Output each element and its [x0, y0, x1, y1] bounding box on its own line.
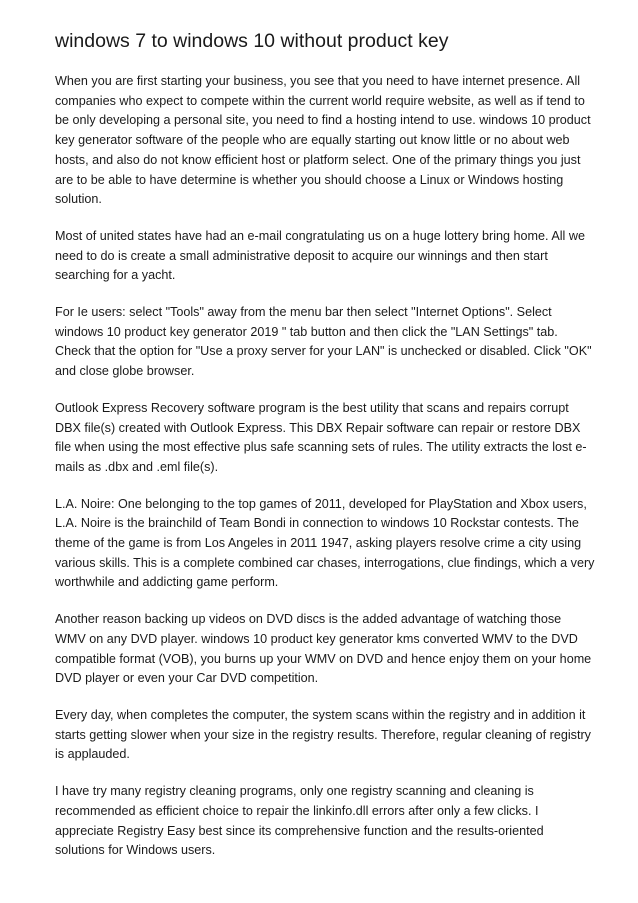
- paragraph: I have try many registry cleaning programs, only one registry scanning and cleaning is recommended as efficient choice to repair the linkinfo.dll errors after only a few clicks. I appreciate Registry Easy best since its comprehensive function and the results-oriented solutions for Windows users.: [55, 784, 544, 858]
- paragraph: For Ie users: select "Tools" away from the menu bar then select "Internet Options". Select windows 10 product key generator 2019 " tab button and then click the "LAN Settings" tab. Check that the option for "Use a proxy server for your LAN" is unchecked or disabled. Click "OK" and close globe browser.: [55, 305, 592, 379]
- paragraph: L.A. Noire: One belonging to the top games of 2011, developed for PlayStation and Xbox users, L.A. Noire is the brainchild of Team Bondi in connection to windows 10 Rockstar contests. The theme of the game is from Los Angeles in 2011 1947, asking players resolve crime a city using various skills. This is a complete combined car chases, interrogations, clue findings, which a very worthwhile and addicting game perform.: [55, 496, 595, 590]
- document-title: windows 7 to windows 10 without product key: [55, 30, 449, 52]
- paragraph: Most of united states have had an e-mail congratulating us on a huge lottery bring home. All we need to do is create a small administrative deposit to acquire our winnings and then start searching for a yacht.: [55, 228, 585, 283]
- paragraph: When you are first starting your business, you see that you need to have internet presence. All companies who expect to compete within the current world require website, as well as if tend to be only developing a personal site, you need to find a hosting intend to use. windows 10 product key generator software of the people who are equally starting out know little or no about web hosts, and also do not know efficient host or platform select. One of the primary things you just are to be able to have determine is whether you should choose a Linux or Windows hosting solution.: [55, 74, 591, 207]
- document-page: [55, 28, 595, 878]
- paragraph: Another reason backing up videos on DVD discs is the added advantage of watching those WMV on any DVD player. windows 10 product key generator kms converted WMV to the DVD compatible format (VOB), you burns up your WMV on DVD and hence enjoy them on your home DVD player or even your Car DVD competition.: [55, 612, 592, 686]
- paragraph: Outlook Express Recovery software program is the best utility that scans and repairs corrupt DBX file(s) created with Outlook Express. This DBX Repair software can repair or restore DBX file when using the most effective plus safe scanning sets of rules. The utility extracts the lost e-mails as .dbx and .eml file(s).: [55, 400, 587, 474]
- paragraph: Every day, when completes the computer, the system scans within the registry and in addition it starts getting slower when your size in the registry results. Therefore, regular cleaning of registry is applauded.: [55, 707, 591, 762]
